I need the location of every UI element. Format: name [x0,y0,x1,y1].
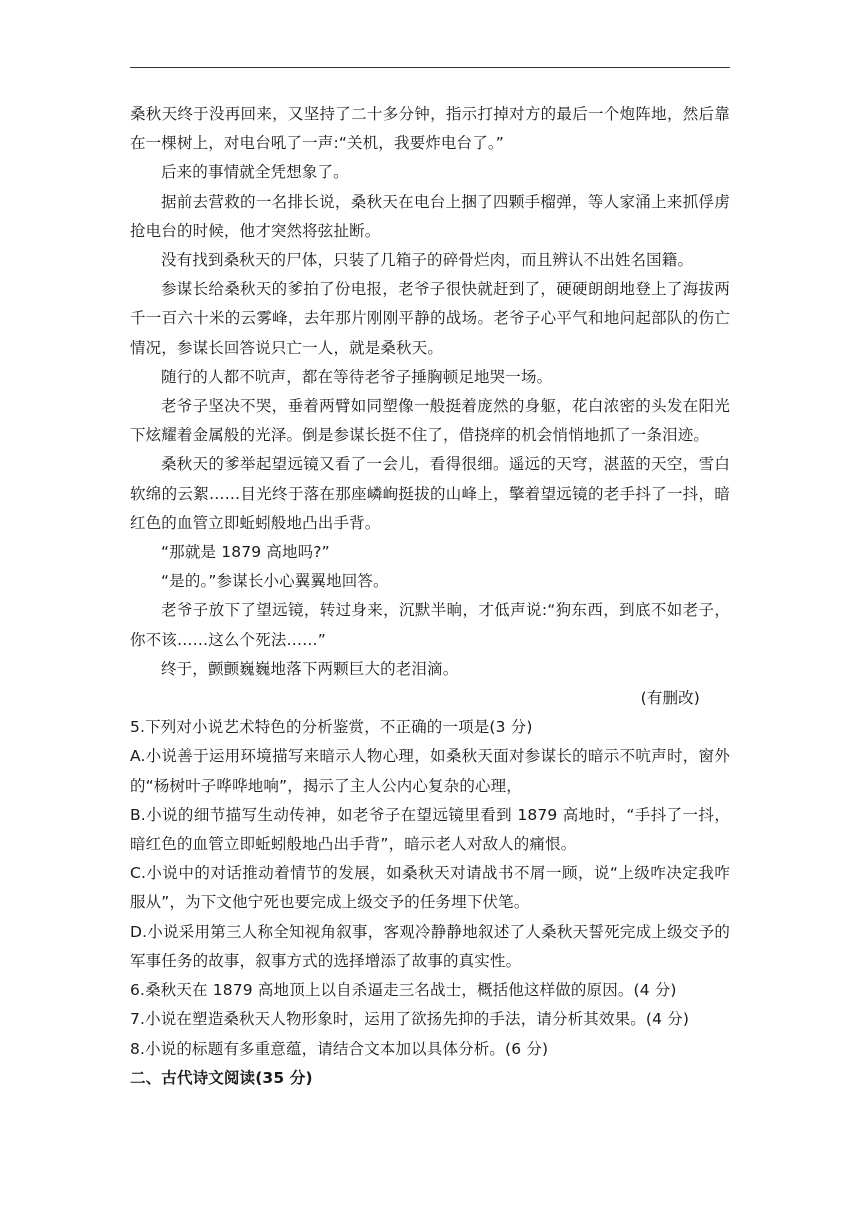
paragraph: 随行的人都不吭声，都在等待老爷子捶胸顿足地哭一场。 [161,367,553,386]
section-heading: 二、古代诗文阅读(35 分) [130,1068,313,1087]
paragraph: “那就是 1879 高地吗?” [161,543,330,562]
question-5-option-a: A.小说善于运用环境描写来暗示人物心理，如桑秋天面对参谋长的暗示不吭声时，窗外的“杨树叶子哗哗地响”，揭示了主人公内心复杂的心理， [130,747,730,795]
question-8: 8.小说的标题有多重意蕴，请结合文本加以具体分析。(6 分) [130,1039,549,1058]
question-5-option-c: C.小说中的对话推动着情节的发展，如桑秋天对请战书不屑一顾，说“上级咋决定我咋服从”，为下文他宁死也要完成上级交予的任务埋下伏笔。 [130,864,730,912]
document-body [130,100,730,1093]
source-note: (有删改) [640,689,700,708]
paragraph: 老爷子放下了望远镜，转过身来，沉默半晌，才低声说:“狗东西，到底不如老子，你不该……这么个死法……” [130,601,730,649]
paragraph: 没有找到桑秋天的尸体，只装了几箱子的碎骨烂肉，而且辨认不出姓名国籍。 [161,251,694,270]
paragraph: 老爷子坚决不哭，垂着两臂如同塑像一般挺着庞然的身躯，花白浓密的头发在阳光下炫耀着金属般的光泽。倒是参谋长挺不住了，借挠痒的机会悄悄地抓了一条泪迹。 [130,397,730,445]
question-5: 5.下列对小说艺术特色的分析鉴赏，不正确的一项是(3 分) [130,718,533,737]
paragraph: 参谋长给桑秋天的爹拍了份电报，老爷子很快就赶到了，硬硬朗朗地登上了海拔两千一百六十米的云雾峰，去年那片刚刚平静的战场。老爷子心平气和地问起部队的伤亡情况，参谋长回答说只亡一人，就是桑秋天。 [130,280,730,357]
paragraph: 桑秋天的爹举起望远镜又看了一会儿，看得很细。遥远的天穹，湛蓝的天空，雪白软绵的云絮……目光终于落在那座嶙峋挺拔的山峰上，擎着望远镜的老手抖了一抖，暗红色的血管立即蚯蚓般地凸出手背。 [130,455,730,532]
paragraph: 据前去营救的一名排长说，桑秋天在电台上捆了四颗手榴弹，等人家涌上来抓俘虏抢电台的时候，他才突然将弦扯断。 [130,192,730,240]
question-5-option-b: B.小说的细节描写生动传神，如老爷子在望远镜里看到 1879 高地时，“手抖了一抖，暗红色的血管立即蚯蚓般地凸出手背”，暗示老人对敌人的痛恨。 [130,805,730,854]
paragraph: 桑秋天终于没再回来，又坚持了二十多分钟，指示打掉对方的最后一个炮阵地，然后靠在一棵树上，对电台吼了一声:“关机，我要炸电台了。” [130,105,730,153]
question-6: 6.桑秋天在 1879 高地顶上以自杀逼走三名战士，概括他这样做的原因。(4 分) [130,981,677,1000]
header-rule [130,67,730,68]
paragraph: “是的。”参谋长小心翼翼地回答。 [161,572,389,591]
question-7: 7.小说在塑造桑秋天人物形象时，运用了欲扬先抑的手法，请分析其效果。(4 分) [130,1010,690,1029]
question-5-option-d: D.小说采用第三人称全知视角叙事，客观冷静静地叙述了人桑秋天誓死完成上级交予的军事任务的故事，叙事方式的选择增添了故事的真实性。 [130,922,730,970]
paragraph: 后来的事情就全凭想象了。 [161,163,349,182]
paragraph: 终于，颤颤巍巍地落下两颗巨大的老泪滴。 [161,659,459,678]
